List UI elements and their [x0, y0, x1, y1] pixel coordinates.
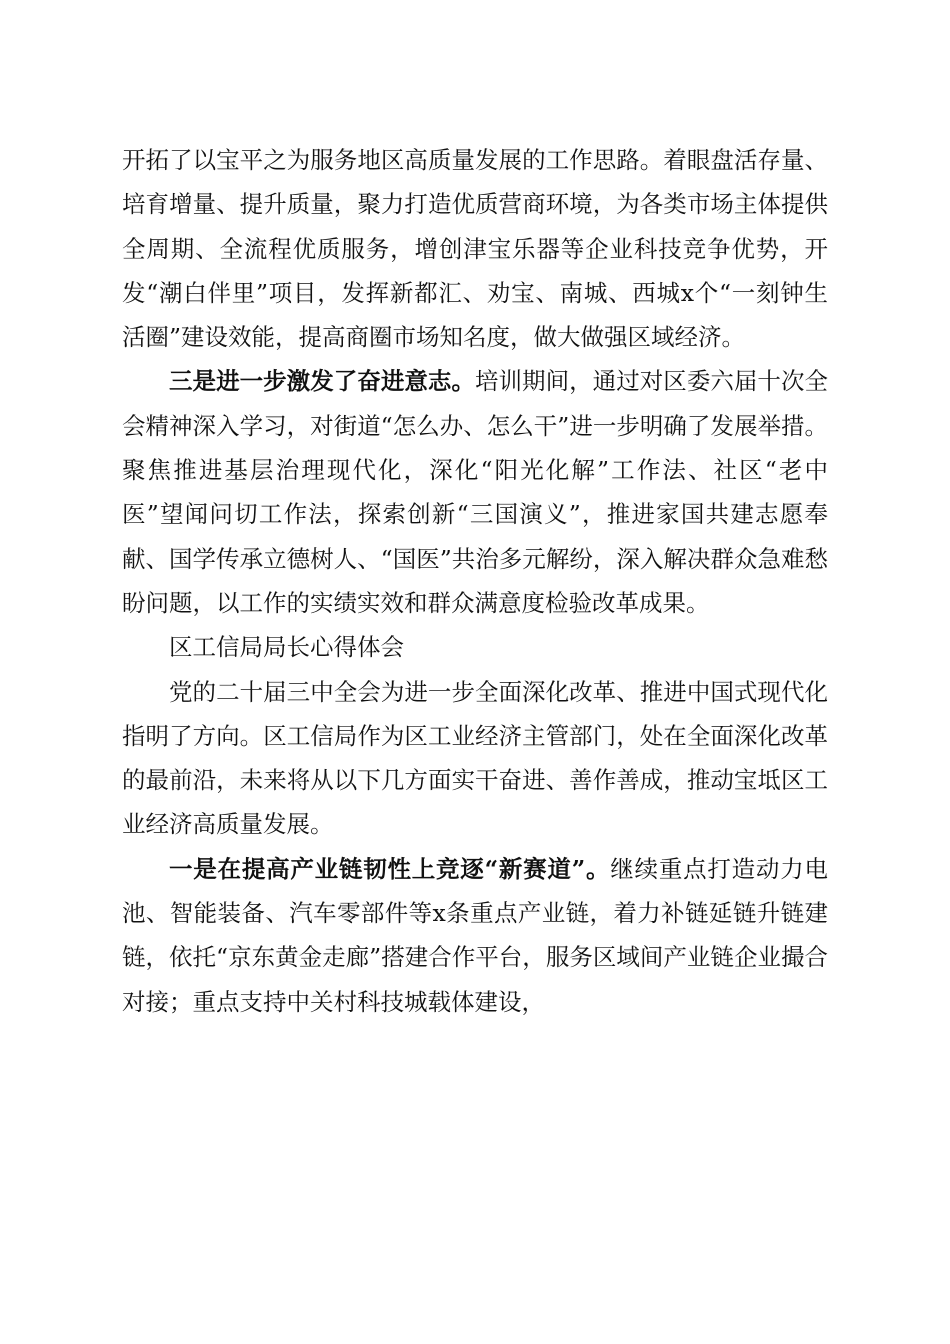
section-heading: 区工信局局长心得体会	[169, 633, 404, 662]
paragraph-lead-heading: 三是进一步激发了奋进意志。	[169, 367, 475, 396]
paragraph-first-point	[122, 847, 828, 1024]
paragraph-body: 继续重点打造动力电池、智能装备、汽车零部件等x条重点产业链，着力补链延链升链建链，依托“京东黄金走廊”搭建合作平台，服务区域间产业链企业撮合对接；重点支持中关村科技城载体建设，	[122, 854, 828, 1016]
paragraph-lead-heading: 一是在提高产业链韧性上竞逐“新赛道”。	[169, 854, 611, 883]
paragraph-third-point	[122, 359, 828, 625]
paragraph-body: 培训期间，通过对区委六届十次全会精神深入学习，对街道“怎么办、怎么干”进一步明确了发展举措。聚焦推进基层治理现代化，深化“阳光化解”工作法、社区“老中医”望闻问切工作法，探索创新“三国演义”，推进家国共建志愿奉献、国学传承立德树人、“国医”共治多元解纷，深入解决群众急难愁盼问题，以工作的实绩实效和群众满意度检验改革成果。	[122, 367, 829, 617]
document-body	[122, 138, 828, 1024]
paragraph-intro: 党的二十届三中全会为进一步全面深化改革、推进中国式现代化指明了方向。区工信局作为区工业经济主管部门，处在全面深化改革的最前沿，未来将从以下几方面实干奋进、善作善成，推动宝坻区工业经济高质量发展。	[122, 677, 828, 839]
paragraph-continuation: 开拓了以宝平之为服务地区高质量发展的工作思路。着眼盘活存量、培育增量、提升质量，聚力打造优质营商环境，为各类市场主体提供全周期、全流程优质服务，增创津宝乐器等企业科技竞争优势，开发“潮白伴里”项目，发挥新都汇、劝宝、南城、西城x个“一刻钟生活圈”建设效能，提高商圈市场知名度，做大做强区域经济。	[122, 146, 828, 352]
